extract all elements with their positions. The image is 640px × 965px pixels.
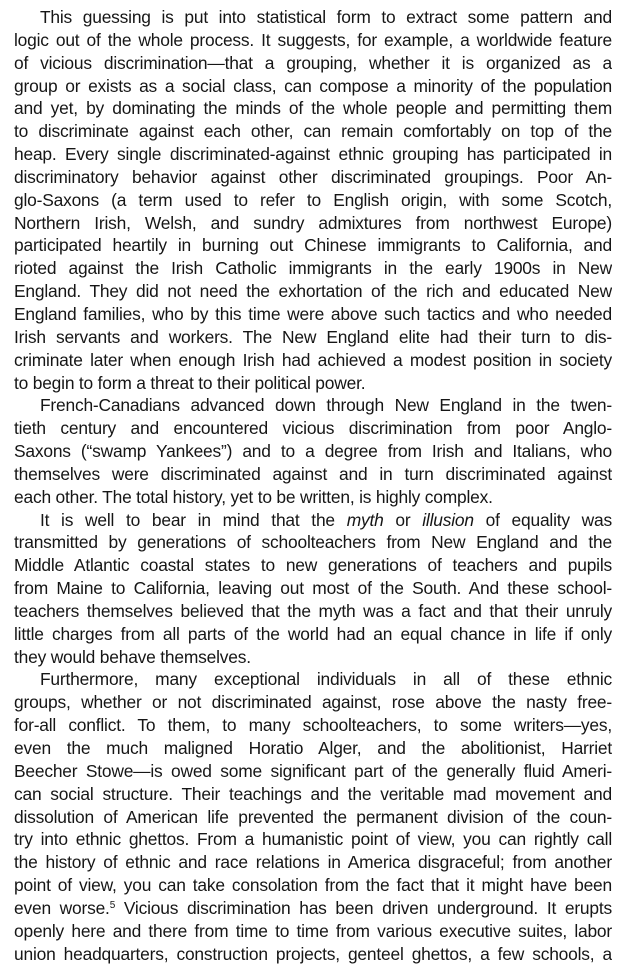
text-line: and yet, by dominating the minds of the whole people and permitting them <box>14 98 612 119</box>
paragraph-4 <box>14 668 612 965</box>
text-line: union headquarters, construction projects, genteel ghettos, a few schools, a <box>14 943 612 964</box>
text-line: transmitted by generations of schoolteachers from New England and the <box>14 532 612 553</box>
text-segment: or <box>383 509 423 530</box>
text-line: criminate later when enough Irish had achieved a modest position in society <box>14 349 612 370</box>
text-line: they would behave themselves. <box>14 646 251 667</box>
text-line: This guessing is put into statistical form to extract some pattern and <box>40 7 612 27</box>
text-line: can social structure. Their teachings and the veritable mad movement and <box>14 783 612 804</box>
text-segment: Vicious discrimination has been driven underground. It erupts <box>115 897 612 918</box>
text-line: participated heartily in burning out Chinese immigrants to California, and <box>14 235 612 256</box>
text-line: to discriminate against each other, can remain comfortably on top of the <box>14 121 612 142</box>
text-segment: It is well to bear in mind that the <box>40 509 347 530</box>
text-line: little charges from all parts of the world had an equal chance in life if only <box>14 623 612 644</box>
text-line: Beecher Stowe—is owed some significant part of the generally fluid Ameri- <box>14 760 612 781</box>
text-line: to begin to form a threat to their political power. <box>14 372 366 393</box>
text-line: of vicious discrimination—that a grouping, whether it is organized as a <box>14 52 612 73</box>
text-line: even the much maligned Horatio Alger, and the abolitionist, Harriet <box>14 738 612 758</box>
text-line: dissolution of American life prevented the permanent division of the coun- <box>14 806 612 827</box>
text-line: England. They did not need the exhortation of the rich and educated New <box>14 281 612 302</box>
paragraph-1 <box>14 6 612 394</box>
text-segment: of equality was <box>473 509 612 530</box>
emphasis-illusion: illusion <box>422 509 474 530</box>
text-line: themselves were discriminated against and in turn discriminated against <box>14 463 612 484</box>
text-line: rioted against the Irish Catholic immigrants in the early 1900s in New <box>14 258 612 279</box>
text-line: Northern Irish, Welsh, and sundry admixtures from northwest Europe) <box>14 212 612 233</box>
text-line: each other. The total history, yet to be written, is highly complex. <box>14 486 493 507</box>
text-line: teachers themselves believed that the myth was a fact and that their unruly <box>14 600 612 621</box>
text-line: from Maine to California, leaving out most of the South. And these school- <box>14 578 612 599</box>
text-line: group or exists as a social class, can compose a minority of the population <box>14 75 612 96</box>
text-line: logic out of the whole process. It suggests, for example, a worldwide feature <box>14 29 612 50</box>
text-line: Furthermore, many exceptional individuals in all of these ethnic <box>40 669 612 690</box>
text-segment: even worse. <box>14 897 110 918</box>
text-line: for-all conflict. To them, to many schoolteachers, to some writers—yes, <box>14 715 612 736</box>
text-line: Saxons (“swamp Yankees”) and to a degree from Irish and Italians, who <box>14 441 612 462</box>
text-line: Irish servants and workers. The New England elite had their turn to dis- <box>14 326 612 347</box>
text-line: try into ethnic ghettos. From a humanistic point of view, you can rightly call <box>14 829 612 850</box>
text-line: groups, whether or not discriminated against, rose above the nasty free- <box>14 692 612 713</box>
footnote-reference[interactable]: 5 <box>109 899 116 911</box>
paragraph-3 <box>14 509 612 669</box>
text-line: glo-Saxons (a term used to refer to English origin, with some Scotch, <box>14 189 612 210</box>
text-line: discriminatory behavior against other discriminated groupings. Poor An- <box>14 166 612 187</box>
text-line: tieth century and encountered vicious discrimination from poor Anglo- <box>14 418 612 439</box>
emphasis-myth: myth <box>346 509 384 530</box>
text-line: French-Canadians advanced down through New England in the twen- <box>40 395 612 416</box>
text-line: openly here and there from time to time from various executive suites, labor <box>14 920 612 941</box>
text-line: England families, who by this time were above such tactics and who needed <box>14 303 612 324</box>
text-line: Middle Atlantic coastal states to new generations of teachers and pupils <box>14 555 612 576</box>
paragraph-2 <box>14 394 612 508</box>
text-line: point of view, you can take consolation from the fact that it might have been <box>14 875 612 896</box>
text-line: the history of ethnic and race relations in America disgraceful; from another <box>14 852 612 873</box>
text-line <box>14 509 612 532</box>
book-page <box>14 6 612 965</box>
text-line <box>14 897 612 920</box>
text-line: heap. Every single discriminated-against ethnic grouping has participated in <box>14 144 612 165</box>
